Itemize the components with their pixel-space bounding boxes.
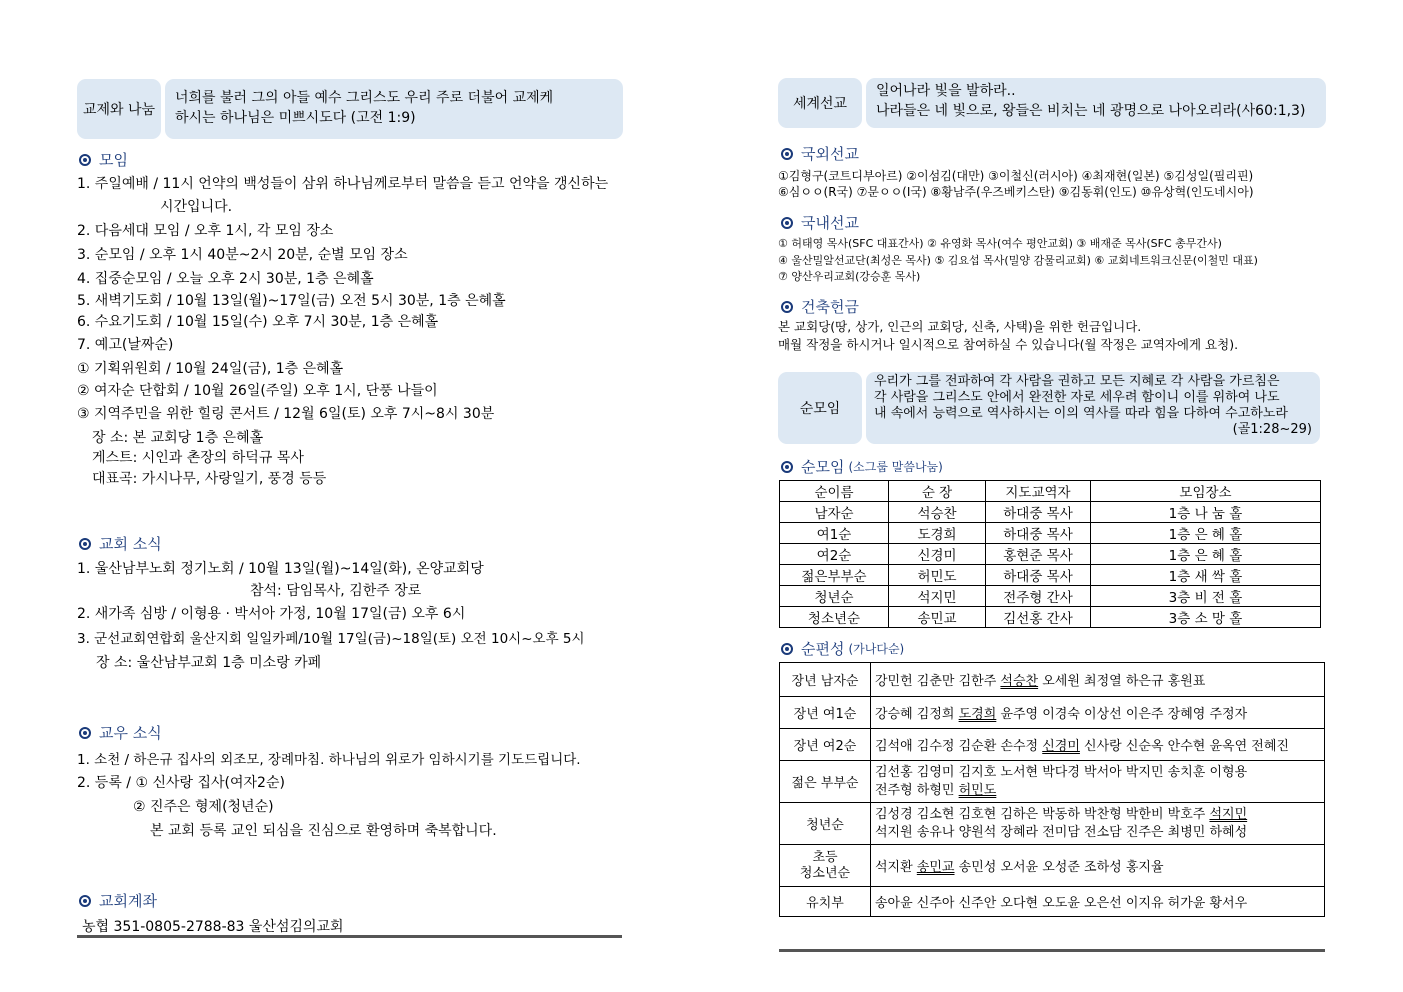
roster-members: 김선홍 김영미 김지호 노서현 박다경 박서아 박지민 송치훈 이형용 전주형 하형민 허민도 bbox=[871, 761, 1325, 803]
bullet-icon bbox=[781, 148, 793, 160]
cell-banner bbox=[778, 372, 1320, 444]
table-row: 여2순 신경미 홍현준 목사 1층 은 혜 홀 bbox=[780, 544, 1321, 565]
table-row: 젊은 부부순 김선홍 김영미 김지호 노서현 박다경 박서아 박지민 송치훈 이형용 전주형 하형민 허민도 bbox=[780, 761, 1325, 803]
meetings-heading: 모임 bbox=[79, 149, 128, 170]
foreign-heading: 국외선교 bbox=[781, 143, 859, 164]
bullet-icon bbox=[781, 461, 793, 473]
domestic-line: ① 허태영 목사(SFC 대표간사) ② 유영화 목사(여수 평안교회) ③ 배재준 목사(SFC 총무간사) bbox=[778, 237, 1222, 250]
building-line: 본 교회당(땅, 상가, 인근의 교회당, 신축, 사택)을 위한 헌금입니다. bbox=[778, 319, 1142, 334]
cells-table bbox=[779, 480, 1321, 628]
fellowship-banner bbox=[77, 79, 623, 139]
mission-banner bbox=[778, 78, 1326, 128]
news-item: 3. 군선교회연합회 울산지회 일일카페/10월 17일(금)~18일(토) 오전 10시~오후 5시 bbox=[77, 631, 585, 647]
roster-members: 김석애 김수정 김순환 손수정 신경미 신사랑 신순옥 안수현 윤옥연 전혜진 bbox=[871, 729, 1325, 761]
table-row: 여1순 도경희 하대중 목사 1층 은 혜 홀 bbox=[780, 523, 1321, 544]
cell-verse: 우리가 그를 전파하여 각 사람을 권하고 모든 지혜로 각 사람을 가르침은 각 사람을 그리스도 안에서 완전한 자로 세우려 함이니 이를 위하여 나도 내 속에서 능력으로 역사하시는 이의 역사를 따라 힘을 다하여 수고하노라 (골1:28~29) bbox=[866, 372, 1320, 444]
roster-members: 강민헌 김춘만 김한주 석승찬 오세원 최정열 하은규 홍원표 bbox=[871, 663, 1325, 697]
meeting-item: ② 여자순 단합회 / 10월 26일(주일) 오후 1시, 단풍 나들이 bbox=[77, 383, 438, 399]
building-line: 매월 작정을 하시거나 일시적으로 참여하실 수 있습니다(월 작정은 교역자에게 요청). bbox=[778, 337, 1239, 352]
meeting-item: ③ 지역주민을 위한 힐링 콘서트 / 12월 6일(토) 오후 7시~8시 30분 bbox=[77, 406, 495, 422]
table-row: 장년 여2순 김석애 김수정 김순환 손수정 신경미 신사랑 신순옥 안수현 윤옥연 전혜진 bbox=[780, 729, 1325, 761]
table-row: 장년 남자순 강민헌 김춘만 김한주 석승찬 오세원 최정열 하은규 홍원표 bbox=[780, 663, 1325, 697]
account-heading: 교회계좌 bbox=[79, 890, 157, 911]
bullet-icon bbox=[79, 538, 91, 550]
meeting-item: 게스트: 시인과 촌장의 하덕규 목사 bbox=[92, 450, 304, 466]
bullet-icon bbox=[781, 217, 793, 229]
account-text: 농협 351-0805-2788-83 울산섬김의교회 bbox=[82, 916, 387, 937]
meeting-item: 7. 예고(날짜순) bbox=[77, 337, 174, 353]
building-heading: 건축헌금 bbox=[781, 296, 859, 317]
foreign-line: ⑥심ㅇㅇ(R국) ⑦문ㅇㅇ(I국) ⑧황남주(우즈베키스탄) ⑨김동휘(인도) ⑩유상혁(인도네시아) bbox=[778, 185, 1254, 199]
cells-heading: 순모임 (소그룹 말씀나눔) bbox=[781, 456, 943, 477]
bullet-icon bbox=[79, 154, 91, 166]
domestic-line: ⑦ 양산우리교회(강승훈 목사) bbox=[778, 270, 921, 283]
church-news-heading: 교회 소식 bbox=[79, 533, 162, 554]
news-item: 1. 울산남부노회 정기노회 / 10월 13일(월)~14일(화), 온양교회당 bbox=[77, 561, 484, 577]
meeting-item: 2. 다음세대 모임 / 오후 1시, 각 모임 장소 bbox=[77, 223, 334, 239]
member-item: ② 진주은 형제(청년순) bbox=[133, 799, 274, 815]
news-item: 2. 새가족 심방 / 이형용 · 박서아 가정, 10월 17일(금) 오후 6시 bbox=[77, 606, 466, 622]
table-header: 순이름 순 장 지도교역자 모임장소 bbox=[780, 481, 1321, 502]
mission-verse: 일어나라 빛을 발하라.. 나라들은 네 빛으로, 왕들은 비치는 네 광명으로 나아오리라(사60:1,3) bbox=[866, 78, 1326, 128]
roster-heading: 순편성 (가나다순) bbox=[781, 638, 904, 659]
table-row: 초등 청소년순 석지환 송민교 송민성 오서윤 오성준 조하성 홍지율 bbox=[780, 845, 1325, 887]
left-bottom-rule bbox=[77, 935, 622, 938]
table-row: 유치부 송아윤 신주아 신주안 오다현 오도윤 오은선 이지유 허가윤 황서우 bbox=[780, 887, 1325, 917]
domestic-line: ④ 울산밀알선교단(최성은 목사) ⑤ 김요섭 목사(밀양 감물리교회) ⑥ 교회네트워크신문(이철민 대표) bbox=[778, 254, 1258, 267]
roster-members: 석지환 송민교 송민성 오서윤 오성준 조하성 홍지율 bbox=[871, 845, 1325, 887]
member-item: 1. 소천 / 하은규 집사의 외조모, 장례마침. 하나님의 위로가 임하시기를 기도드립니다. bbox=[77, 752, 581, 768]
meeting-item: 5. 새벽기도회 / 10월 13일(월)~17일(금) 오전 5시 30분, 1층 은혜홀 bbox=[77, 293, 506, 309]
news-item: 장 소: 울산남부교회 1층 미소랑 카페 bbox=[96, 655, 322, 671]
meeting-item: ① 기획위원회 / 10월 24일(금), 1층 은혜홀 bbox=[77, 361, 344, 377]
meeting-item: 3. 순모임 / 오후 1시 40분~2시 20분, 순별 모임 장소 bbox=[77, 247, 408, 263]
roster-members: 김성경 김소현 김호현 김하은 박동하 박찬형 박한비 박호주 석지민 석지원 송유나 양원석 장혜라 전미담 전소담 진주은 최병민 하혜성 bbox=[871, 803, 1325, 845]
table-row: 청소년순 송민교 김선홍 간사 3층 소 망 홀 bbox=[780, 607, 1321, 628]
meeting-item: 4. 집중순모임 / 오늘 오후 2시 30분, 1층 은혜홀 bbox=[77, 271, 374, 287]
bullet-icon bbox=[781, 301, 793, 313]
table-row: 청년순 김성경 김소현 김호현 김하은 박동하 박찬형 박한비 박호주 석지민 석지원 송유나 양원석 장혜라 전미담 전소담 진주은 최병민 하혜성 bbox=[780, 803, 1325, 845]
meeting-item: 대표곡: 가시나무, 사랑일기, 풍경 등등 bbox=[92, 471, 327, 487]
table-row: 남자순 석승찬 하대중 목사 1층 나 눔 홀 bbox=[780, 502, 1321, 523]
table-row: 젊은부부순 허민도 하대중 목사 1층 새 싹 홀 bbox=[780, 565, 1321, 586]
mission-tag: 세계선교 bbox=[778, 78, 862, 128]
roster-members: 송아윤 신주아 신주안 오다현 오도윤 오은선 이지유 허가윤 황서우 bbox=[871, 887, 1325, 917]
right-bottom-rule bbox=[779, 949, 1325, 952]
fellowship-verse: 너희를 불러 그의 아들 예수 그리스도 우리 주로 더불어 교제케 하시는 하나님은 미쁘시도다 (고전 1:9) bbox=[165, 79, 623, 139]
roster-members: 강승혜 김정희 도경희 윤주영 이경숙 이상선 이은주 장혜영 주정자 bbox=[871, 697, 1325, 729]
foreign-line: ①김형구(코트디부아르) ②이섬김(대만) ③이철신(러시아) ④최재현(일본) ⑤김성일(필리핀) bbox=[778, 169, 1254, 183]
table-row: 장년 여1순 강승혜 김정희 도경희 윤주영 이경숙 이상선 이은주 장혜영 주정자 bbox=[780, 697, 1325, 729]
bullet-icon bbox=[79, 895, 91, 907]
meeting-item: 6. 수요기도회 / 10월 15일(수) 오후 7시 30분, 1층 은혜홀 bbox=[77, 314, 439, 330]
bullet-icon bbox=[79, 727, 91, 739]
meeting-item: 시간입니다. bbox=[160, 199, 233, 215]
table-row: 청년순 석지민 전주형 간사 3층 비 전 홀 bbox=[780, 586, 1321, 607]
member-news-heading: 교우 소식 bbox=[79, 722, 162, 743]
roster-table bbox=[779, 662, 1325, 917]
bullet-icon bbox=[781, 643, 793, 655]
domestic-heading: 국내선교 bbox=[781, 212, 859, 233]
meeting-item: 1. 주일예배 / 11시 언약의 백성들이 삼위 하나님께로부터 말씀을 듣고 언약을 갱신하는 bbox=[77, 176, 609, 192]
member-item: 2. 등록 / ① 신사랑 집사(여자2순) bbox=[77, 775, 285, 791]
member-item: 본 교회 등록 교인 되심을 진심으로 환영하며 축복합니다. bbox=[150, 823, 497, 839]
cell-tag: 순모임 bbox=[778, 372, 862, 444]
meeting-item: 장 소: 본 교회당 1층 은혜홀 bbox=[92, 430, 264, 446]
news-item: 참석: 담임목사, 김한주 장로 bbox=[250, 583, 422, 599]
fellowship-tag: 교제와 나눔 bbox=[77, 79, 161, 139]
